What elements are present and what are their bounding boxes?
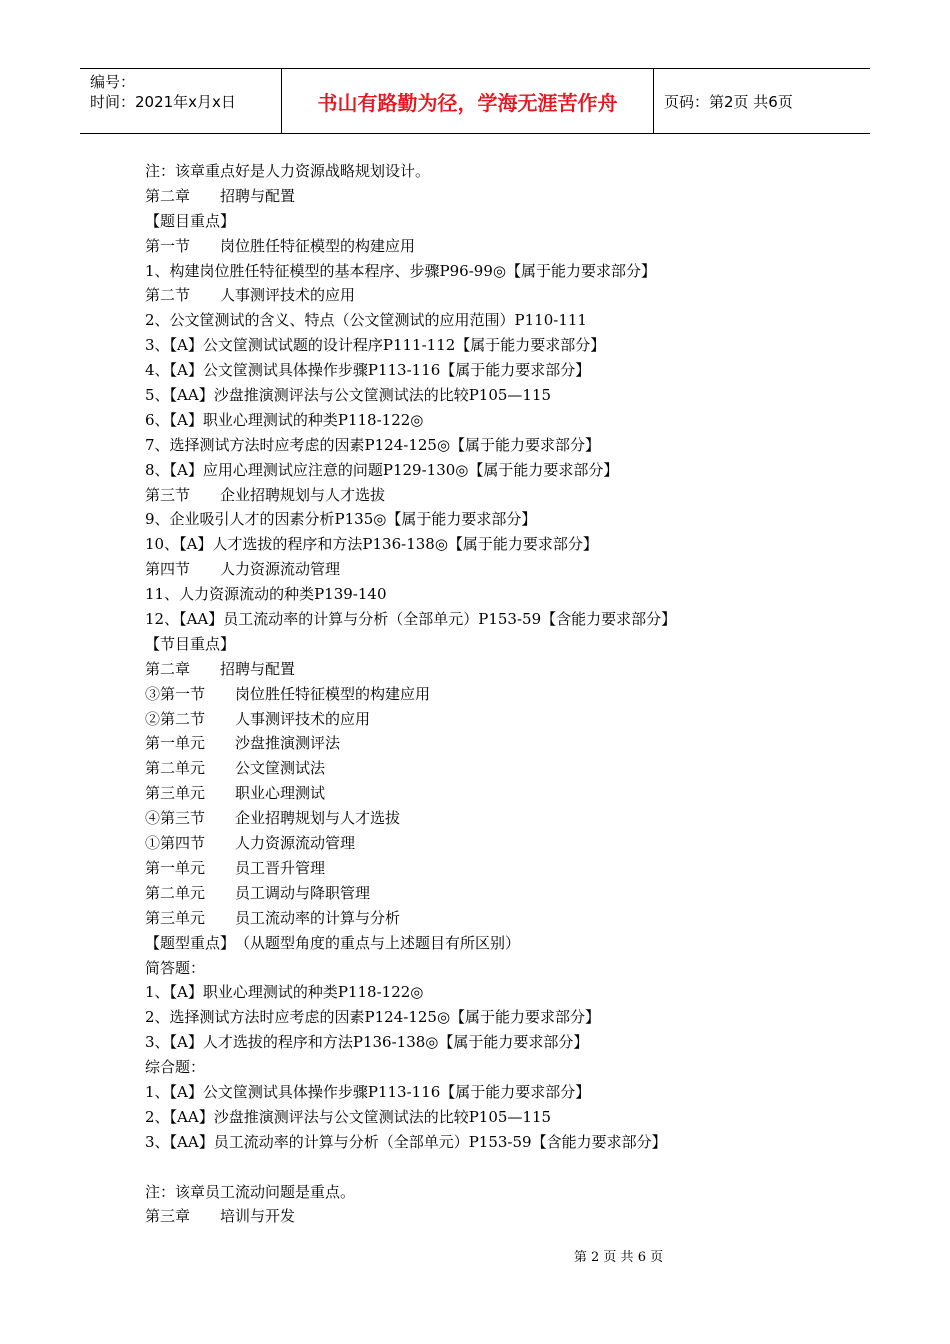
text-line: 第二单元 员工调动与降职管理 (145, 883, 371, 902)
text-line: ②第二节 人事测评技术的应用 (145, 709, 371, 728)
text-line: 2、公文筐测试的含义、特点（公文筐测试的应用范围）P110-111 (145, 311, 587, 330)
page-footer: 第 2 页 共 6 页 (573, 1250, 664, 1265)
text-line: ④第三节 企业招聘规划与人才选拔 (145, 809, 401, 828)
text-line: ①第四节 人力资源流动管理 (145, 834, 356, 853)
header-page-label: 页码：第2页 共6页 (664, 92, 793, 111)
text-line: 3、【AA】员工流动率的计算与分析（全部单元）P153-59【含能力要求部分】 (145, 1132, 667, 1151)
text-line: 【题目重点】 (145, 211, 236, 230)
text-line: 3、【A】公文筐测试试题的设计程序P111-112【属于能力要求部分】 (145, 336, 606, 355)
text-line: 综合题： (145, 1058, 206, 1077)
text-line: 第三章 培训与开发 (145, 1207, 296, 1226)
page-header (80, 68, 870, 134)
text-line: 6、【A】职业心理测试的种类P118-122◎ (145, 410, 424, 429)
text-line: 11、人力资源流动的种类P139-140 (145, 585, 387, 604)
text-line: 【题型重点】 （从题型角度的重点与上述题目有所区别） (145, 933, 521, 952)
text-line: 1、【A】职业心理测试的种类P118-122◎ (145, 983, 424, 1002)
text-line: 第二章 招聘与配置 (145, 186, 296, 205)
number-label: 编号： (90, 73, 136, 91)
text-line: 4、【A】公文筐测试具体操作步骤P113-116【属于能力要求部分】 (145, 361, 591, 380)
text-line: ③第一节 岗位胜任特征模型的构建应用 (145, 684, 431, 703)
header-motto: 书山有路勤为径，学海无涯苦作舟 (282, 69, 654, 133)
text-line: 10、【A】人才选拔的程序和方法P136-138◎【属于能力要求部分】 (145, 535, 598, 554)
text-line: 第三节 企业招聘规划与人才选拔 (145, 485, 386, 504)
text-line: 第二节 人事测评技术的应用 (145, 286, 356, 305)
text-line: 第二章 招聘与配置 (145, 659, 296, 678)
text-line: 1、【A】公文筐测试具体操作步骤P113-116【属于能力要求部分】 (145, 1082, 591, 1101)
date-label: 时间：2021年x月x日 (90, 93, 236, 111)
text-line: 8、【A】应用心理测试应注意的问题P129-130◎【属于能力要求部分】 (145, 460, 619, 479)
text-line: 12、【AA】员工流动率的计算与分析（全部单元）P153-59【含能力要求部分】 (145, 610, 677, 629)
text-line: 注：该章重点好是人力资源战略规划设计。 (145, 162, 431, 180)
document-body (145, 159, 885, 1229)
text-line: 5、【AA】沙盘推演测评法与公文筐测试法的比较P105—115 (145, 386, 552, 405)
text-line: 9、企业吸引人才的因素分析P135◎【属于能力要求部分】 (145, 510, 537, 529)
text-line: 第一单元 沙盘推演测评法 (145, 734, 341, 753)
text-line: 第三单元 员工流动率的计算与分析 (145, 908, 401, 927)
text-line: 第四节 人力资源流动管理 (145, 560, 341, 579)
text-line: 2、【AA】沙盘推演测评法与公文筐测试法的比较P105—115 (145, 1107, 552, 1126)
header-info (80, 69, 282, 133)
text-line: 7、选择测试方法时应考虑的因素P124-125◎【属于能力要求部分】 (145, 435, 601, 454)
text-line: 2、选择测试方法时应考虑的因素P124-125◎【属于能力要求部分】 (145, 1008, 601, 1027)
text-line: 第三单元 职业心理测试 (145, 784, 326, 803)
text-line: 3、【A】人才选拔的程序和方法P136-138◎【属于能力要求部分】 (145, 1033, 589, 1052)
text-line: 第二单元 公文筐测试法 (145, 759, 326, 778)
text-line (145, 1155, 885, 1180)
text-line: 第一节 岗位胜任特征模型的构建应用 (145, 236, 416, 255)
text-line: 【节目重点】 (145, 634, 236, 653)
text-line: 第一单元 员工晋升管理 (145, 858, 326, 877)
text-line: 注：该章员工流动问题是重点。 (145, 1182, 356, 1201)
text-line: 简答题： (145, 958, 206, 977)
text-line: 1、构建岗位胜任特征模型的基本程序、步骤P96-99◎【属于能力要求部分】 (145, 261, 656, 280)
